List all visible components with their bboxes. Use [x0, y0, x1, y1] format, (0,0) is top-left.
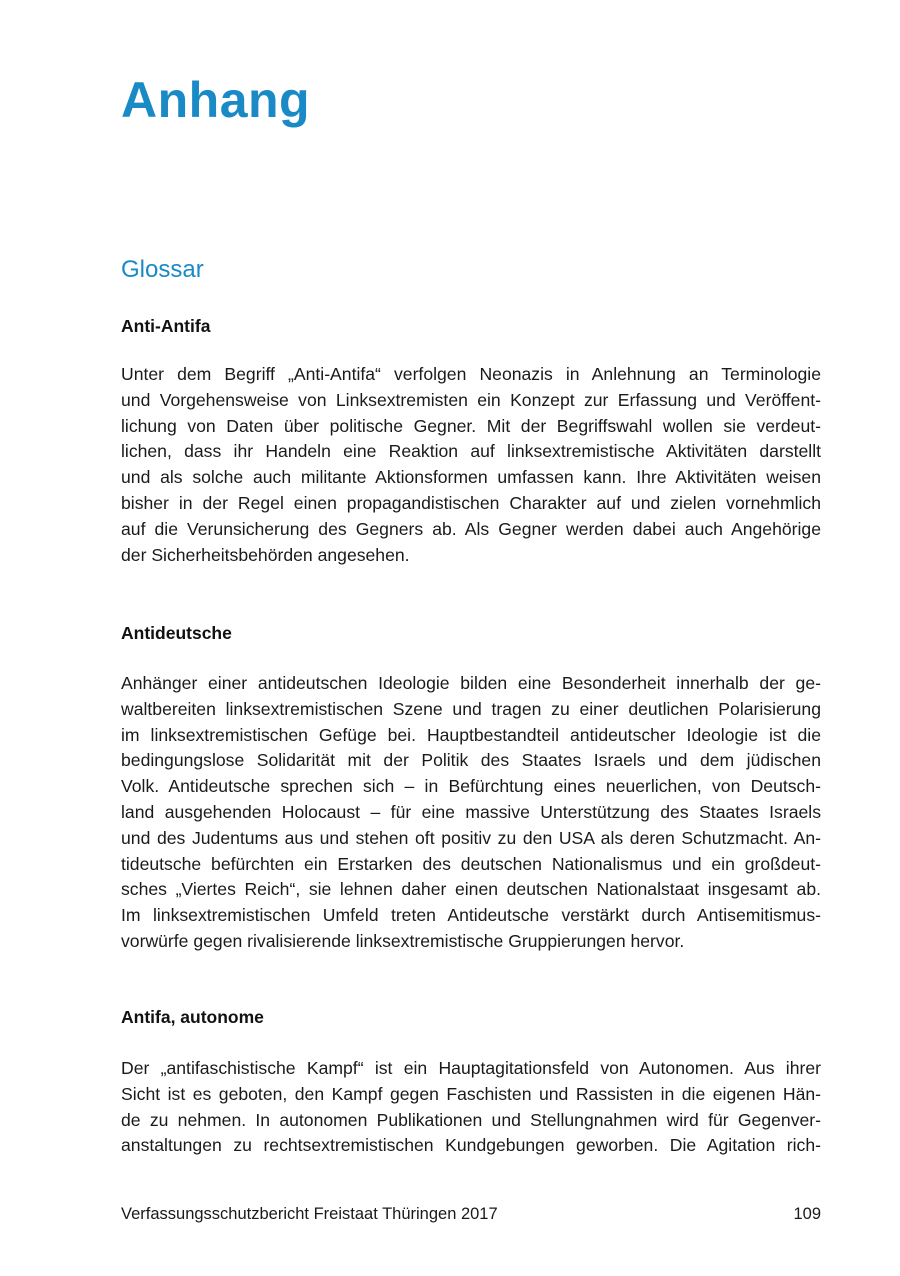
- text-line: lichen, dass ihr Handeln eine Reaktion auf linksextremistische Aktivitäten darstellt: [121, 441, 821, 462]
- text-line: waltbereiten linksextremistischen Szene und tragen zu einer deutlichen Polarisierung: [121, 698, 821, 719]
- text-line: im linksextremistischen Gefüge bei. Hauptbestandteil antideutscher Ideologie ist die: [121, 724, 821, 745]
- text-line: und als solche auch militante Aktionsformen umfassen kann. Ihre Aktivitäten weisen: [121, 467, 821, 488]
- text-line: lichung von Daten über politische Gegner. Mit der Begriffswahl wollen sie verdeut-: [121, 415, 821, 436]
- text-line: der Sicherheitsbehörden angesehen.: [121, 544, 410, 565]
- text-line: bisher in der Regel einen propagandistischen Charakter auf und zielen vornehmlich: [121, 492, 821, 513]
- text-line: Im linksextremistischen Umfeld treten Antideutsche verstärkt durch Antisemitismus-: [121, 905, 821, 926]
- text-line: anstaltungen zu rechtsextremistischen Kundgebungen geworben. Die Agitation rich-: [121, 1135, 821, 1156]
- text-line: bedingungslose Solidarität mit der Politik des Staates Israels und dem jüdischen: [121, 750, 821, 771]
- text-line: auf die Verunsicherung des Gegners ab. Als Gegner werden dabei auch Angehörige: [121, 518, 821, 539]
- text-line: Volk. Antideutsche sprechen sich – in Befürchtung eines neuerlichen, von Deutsch-: [121, 776, 821, 797]
- glossary-definition-antideutsche: [121, 671, 821, 955]
- glossary-definition-antifa-autonome: [121, 1056, 821, 1159]
- glossary-definition-anti-antifa: [121, 362, 821, 568]
- text-line: land ausgehenden Holocaust – für eine massive Unterstützung des Staates Israels: [121, 801, 821, 822]
- text-line: vorwürfe gegen rivalisierende linksextremistische Gruppierungen hervor.: [121, 930, 685, 951]
- page-title: Anhang: [121, 72, 311, 128]
- footer-publication-title: Verfassungsschutzbericht Freistaat Thüringen 2017: [121, 1205, 498, 1223]
- text-line: Unter dem Begriff „Anti-Antifa“ verfolgen Neonazis in Anlehnung an Terminologie: [121, 364, 821, 384]
- text-line: und des Judentums aus und stehen oft positiv zu den USA als deren Schutzmacht. An-: [121, 827, 821, 848]
- page-footer: [121, 1204, 821, 1224]
- text-line: Sicht ist es geboten, den Kampf gegen Faschisten und Rassisten in die eigenen Hän-: [121, 1083, 821, 1104]
- text-line: Anhänger einer antideutschen Ideologie bilden eine Besonderheit innerhalb der ge-: [121, 673, 821, 693]
- section-title: Glossar: [121, 256, 204, 283]
- text-line: de zu nehmen. In autonomen Publikationen und Stellungnahmen wird für Gegenver-: [121, 1109, 821, 1130]
- text-line: tideutsche befürchten ein Erstarken des deutschen Nationalismus und ein großdeut-: [121, 853, 821, 874]
- glossary-term-anti-antifa: Anti-Antifa: [121, 316, 211, 336]
- text-line: und Vorgehensweise von Linksextremisten ein Konzept zur Erfassung und Veröffent-: [121, 389, 821, 410]
- text-line: sches „Viertes Reich“, sie lehnen daher einen deutschen Nationalstaat insgesamt ab.: [121, 879, 821, 900]
- glossary-term-antifa-autonome: Antifa, autonome: [121, 1007, 264, 1027]
- page-number: 109: [793, 1205, 821, 1223]
- glossary-term-antideutsche: Antideutsche: [121, 623, 232, 643]
- text-line: Der „antifaschistische Kampf“ ist ein Hauptagitationsfeld von Autonomen. Aus ihrer: [121, 1058, 821, 1078]
